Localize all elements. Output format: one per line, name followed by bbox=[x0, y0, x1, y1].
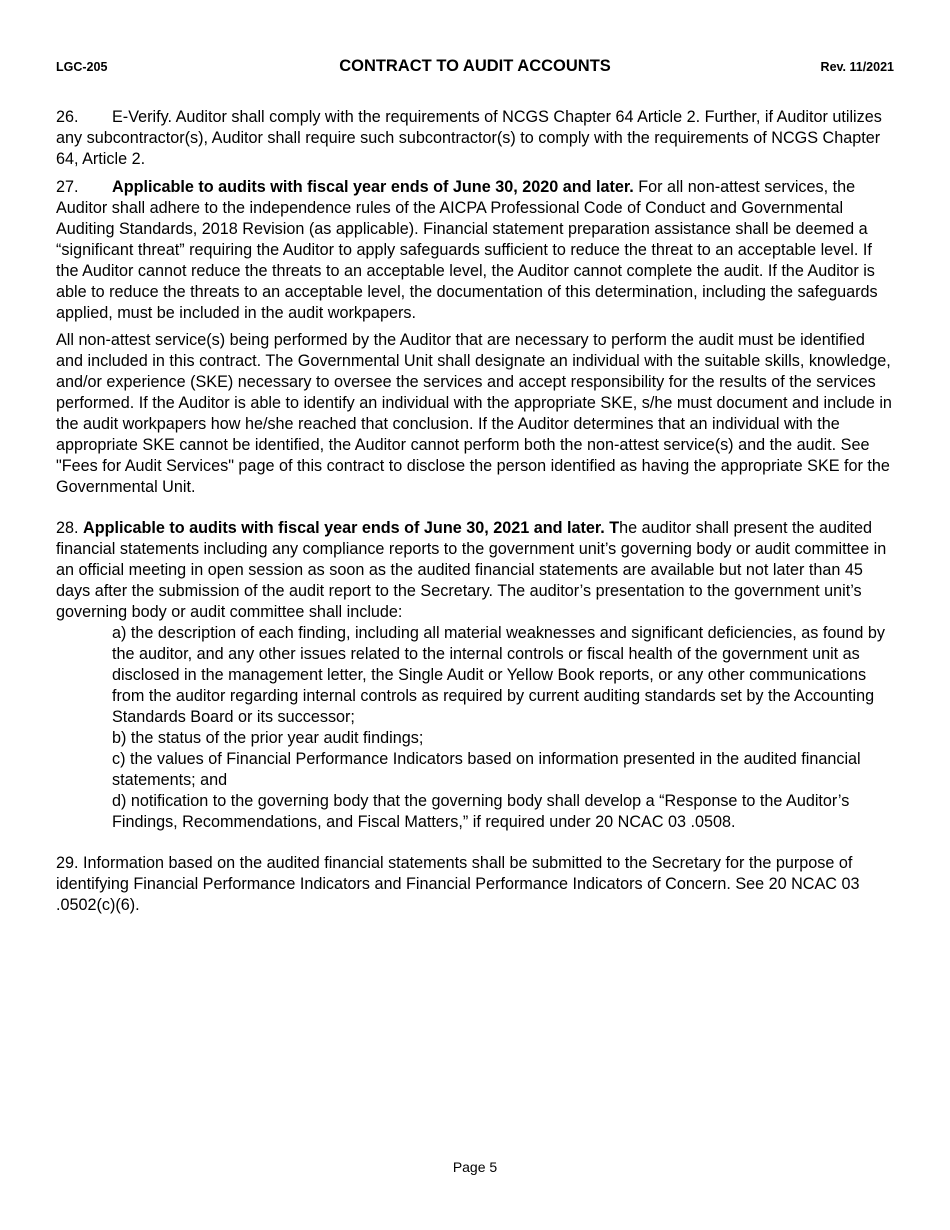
document-body bbox=[56, 107, 894, 916]
form-id: LGC-205 bbox=[56, 60, 108, 74]
section-number: 26. bbox=[56, 108, 79, 126]
section-number: 29. bbox=[56, 854, 79, 872]
revision-date: Rev. 11/2021 bbox=[820, 60, 894, 74]
section-number: 28. bbox=[56, 519, 79, 537]
section-29 bbox=[56, 853, 894, 916]
list-item: a) the description of each finding, including all material weaknesses and significant deficiencies, as found by the auditor, and any other issues related to the internal controls or fiscal health of the government unit as disclosed in the management letter, the Single Audit or Yellow Book reports, or any other communications from the auditor regarding internal controls as required by current auditing standards set by the Accounting Standards Board or its successor; bbox=[112, 624, 885, 726]
list-item: d) notification to the governing body that the governing body shall develop a “Response to the Auditor’s Findings, Recommendations, and Fiscal Matters,” if required under 20 NCAC 03 .0508. bbox=[112, 792, 850, 831]
document-title: CONTRACT TO AUDIT ACCOUNTS bbox=[339, 57, 611, 75]
section-text: Information based on the audited financial statements shall be submitted to the Secretary for the purpose of identifying Financial Performance Indicators and Financial Performance Indicators of Concern. See 20 NCAC 03 .0502(c)(6). bbox=[56, 854, 860, 914]
section-heading: Applicable to audits with fiscal year ends of June 30, 2020 and later. bbox=[112, 178, 634, 196]
section-number: 27. bbox=[56, 178, 79, 196]
section-text: he auditor shall present the audited financial statements including any compliance reports to the government unit’s governing body or audit committee in an official meeting in open session as soon as the audited financial statements are available but not later than 45 days after the submission of the audit report to the Secretary. The auditor’s presentation to the government unit’s governing body or audit committee shall include: bbox=[56, 519, 887, 621]
page-number: Page 5 bbox=[452, 1159, 498, 1175]
section-26 bbox=[56, 107, 894, 170]
list-item: b) the status of the prior year audit findings; bbox=[112, 729, 424, 747]
list-item: c) the values of Financial Performance Indicators based on information presented in the audited financial statements; and bbox=[112, 750, 861, 789]
section-27 bbox=[56, 177, 894, 324]
section-28 bbox=[56, 518, 894, 623]
section-heading: Applicable to audits with fiscal year ends of June 30, 2021 and later. T bbox=[83, 519, 620, 537]
section-text: For all non-attest services, the Auditor shall adhere to the independence rules of the AICPA Professional Code of Conduct and Governmental Auditing Standards, 2018 Revision (as applicable). Financial statement preparation assistance shall be deemed a “significant threat” requiring the Auditor to apply safeguards sufficient to reduce the threat to an acceptable level. If the Auditor cannot reduce the threats to an acceptable level, the Auditor cannot complete the audit. If the Auditor is able to reduce the threats to an acceptable level, the documentation of this determination, including the safeguards applied, must be included in the audit workpapers. bbox=[56, 178, 878, 322]
section-28-list bbox=[112, 623, 894, 833]
page-header bbox=[56, 57, 894, 79]
section-text: E-Verify. Auditor shall comply with the requirements of NCGS Chapter 64 Article 2. Further, if Auditor utilizes any subcontractor(s), Auditor shall require such subcontractor(s) to comply with the requirements of NCGS Chapter 64, Article 2. bbox=[56, 108, 882, 168]
section-27-paragraph-2: All non-attest service(s) being performed by the Auditor that are necessary to perform the audit must be identified and included in this contract. The Governmental Unit shall designate an individual with the suitable skills, knowledge, and/or experience (SKE) necessary to oversee the services and accept responsibility for the results of the services performed. If the Auditor is able to identify an individual with the appropriate SKE, s/he must document and include in the audit workpapers how he/she reached that conclusion. If the Auditor determines that an individual with the appropriate SKE cannot be identified, the Auditor cannot perform both the non-attest service(s) and the audit. See "Fees for Audit Services" page of this contract to disclose the person identified as having the appropriate SKE for the Governmental Unit. bbox=[56, 331, 892, 496]
